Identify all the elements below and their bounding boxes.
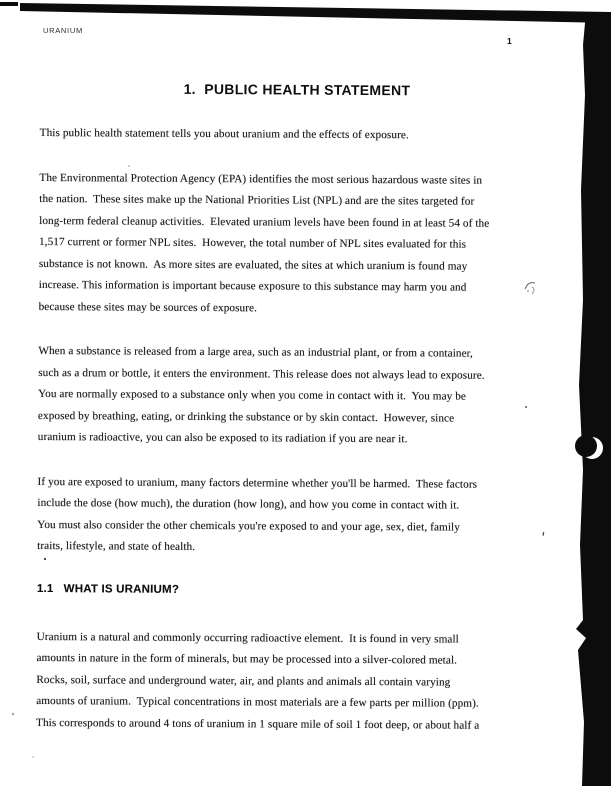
scan-artifact-top-bar — [20, 3, 611, 23]
text-line: long-term federal cleanup activities. Elevated uranium levels have been found in at least 54 of the — [39, 214, 490, 230]
text-line: When a substance is released from a large area, such as an industrial plant, or from a container, — [38, 344, 473, 360]
paragraph — [36, 626, 537, 737]
noise-speck — [32, 756, 34, 758]
paragraph — [38, 341, 539, 452]
text-line: such as a drum or bottle, it enters the environment. This release does not always lead to exposure. — [38, 366, 485, 382]
text-line: exposed by breathing, eating, or drinking the substance or by skin contact. However, since — [37, 409, 455, 425]
text-line: You are normally exposed to a substance only when you come in contact with it. You may be — [38, 387, 467, 403]
intro-body-text — [37, 123, 540, 561]
text-line: 1,517 current or former NPL sites. However, the total number of NPL sites evaluated for this — [38, 235, 467, 251]
chapter-title: 1. PUBLIC HEALTH STATEMENT — [183, 80, 411, 99]
noise-speck — [12, 713, 15, 716]
paragraph — [40, 123, 540, 148]
text-line: Uranium is a natural and commonly occurring radioactive element. It is found in very small — [36, 630, 459, 646]
text-line: substance is not known. As more sites are evaluated, the sites at which uranium is found may — [38, 257, 468, 273]
text-line: This corresponds to around 4 tons of uranium in 1 square mile of soil 1 foot deep, or about half a — [36, 716, 480, 732]
text-line: amounts of uranium. Typical concentrations in most materials are a few parts per million (ppm). — [36, 694, 479, 710]
text-line: because these sites may be sources of exposure. — [38, 300, 258, 314]
scan-artifact-top-left-strip — [0, 2, 18, 6]
section-body-text — [36, 626, 537, 737]
text-line: Rocks, soil, surface and underground water, air, and plants and animals all contain varying — [36, 673, 451, 689]
text-line: You must also consider the other chemicals you're exposed to and your age, sex, diet, family — [37, 518, 461, 534]
text-line: The Environmental Protection Agency (EPA) identifies the most serious hazardous waste sites in — [39, 171, 483, 187]
text-line: If you are exposed to uranium, many factors determine whether you'll be harmed. These factors — [37, 475, 478, 491]
page-number: 1 — [507, 36, 512, 46]
page-content — [36, 80, 540, 760]
paragraph — [39, 167, 540, 321]
text-line: amounts in nature in the form of minerals, but may be processed into a silver-colored metal. — [36, 651, 458, 667]
text-line: include the dose (how much), the duration (how long), and how you come in contact with it. — [37, 496, 460, 512]
noise-speck — [542, 532, 544, 536]
text-line: increase. This information is important because exposure to this substance may harm you and — [38, 278, 467, 294]
scan-artifact-crescent — [581, 437, 603, 459]
text-line: uranium is radioactive, you can also be exposed to its radiation if you are near it. — [37, 430, 408, 446]
section-heading: 1.1 WHAT IS URANIUM? — [36, 582, 180, 596]
paragraph — [37, 471, 538, 560]
scan-artifact-right-bar — [576, 12, 611, 786]
text-line: This public health statement tells you about uranium and the effects of exposure. — [39, 126, 409, 142]
running-header-title: URANIUM — [43, 26, 83, 35]
text-line: traits, lifestyle, and state of health. — [37, 539, 196, 553]
text-line: the nation. These sites make up the National Priorities List (NPL) and are the sites targeted for — [39, 192, 475, 208]
